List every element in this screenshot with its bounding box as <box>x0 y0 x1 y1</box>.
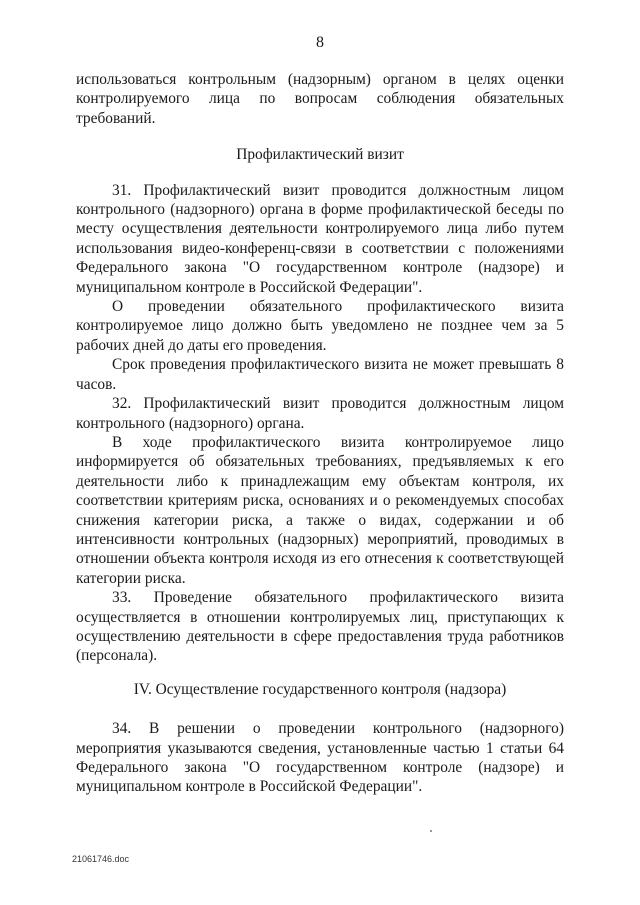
paragraph-32-details: В ходе профилактического визита контролируемое лицо информируется об обязательных требованиях, предъявляемых к его деятельности либо к принадлежащим ему объектам контроля, их соответствии критериям риска, основаниях и о рекомендуемых способах снижения категории риска, а также о видах, содержании и об интенсивности контрольных (надзорных) мероприятий, проводимых в отношении объекта контроля исходя из его отнесения к соответствующей категории риска. <box>76 433 564 587</box>
page-number: 8 <box>316 34 324 51</box>
paragraph-31: 31. Профилактический визит проводится должностным лицом контрольного (надзорного) органа в форме профилактической беседы по месту осуществления деятельности контролируемого лица либо путем использования видео-конференц-связи в соответствии с положениями Федерального закона "О государственном контроле (надзоре) и муниципальном контроле в Российской Федерации". <box>76 181 564 296</box>
paragraph-33: 33. Проведение обязательного профилактического визита осуществляется в отношении контролируемых лиц, приступающих к осуществлению деятельности в сфере предоставления труда работников (персонала). <box>76 589 564 665</box>
file-name-footer: 21061746.doc <box>72 854 130 864</box>
scan-speck <box>430 830 432 832</box>
paragraph-32: 32. Профилактический визит проводится должностным лицом контрольного (надзорного) органа. <box>76 395 564 432</box>
section-heading-prophylactic-visit: Профилактический визит <box>236 146 404 164</box>
paragraph-31-notice: О проведении обязательного профилактического визита контролируемое лицо должно быть уведомлено не позднее чем за 5 рабочих дней до даты его проведения. <box>76 298 564 354</box>
paragraph-34: 34. В решении о проведении контрольного (надзорного) мероприятия указываются сведения, установленные частью 1 статьи 64 Федерального закона "О государственном контроле (надзоре) и муниципальном контроле в Российской Федерации". <box>76 720 564 796</box>
chapter-heading-iv: IV. Осуществление государственного контроля (надзора) <box>133 680 507 698</box>
document-body <box>76 70 564 797</box>
paragraph-31-duration: Срок проведения профилактического визита не может превышать 8 часов. <box>76 356 564 393</box>
paragraph-continuation: использоваться контрольным (надзорным) органом в целях оценки контролируемого лица по вопросам соблюдения обязательных требований. <box>76 71 564 127</box>
